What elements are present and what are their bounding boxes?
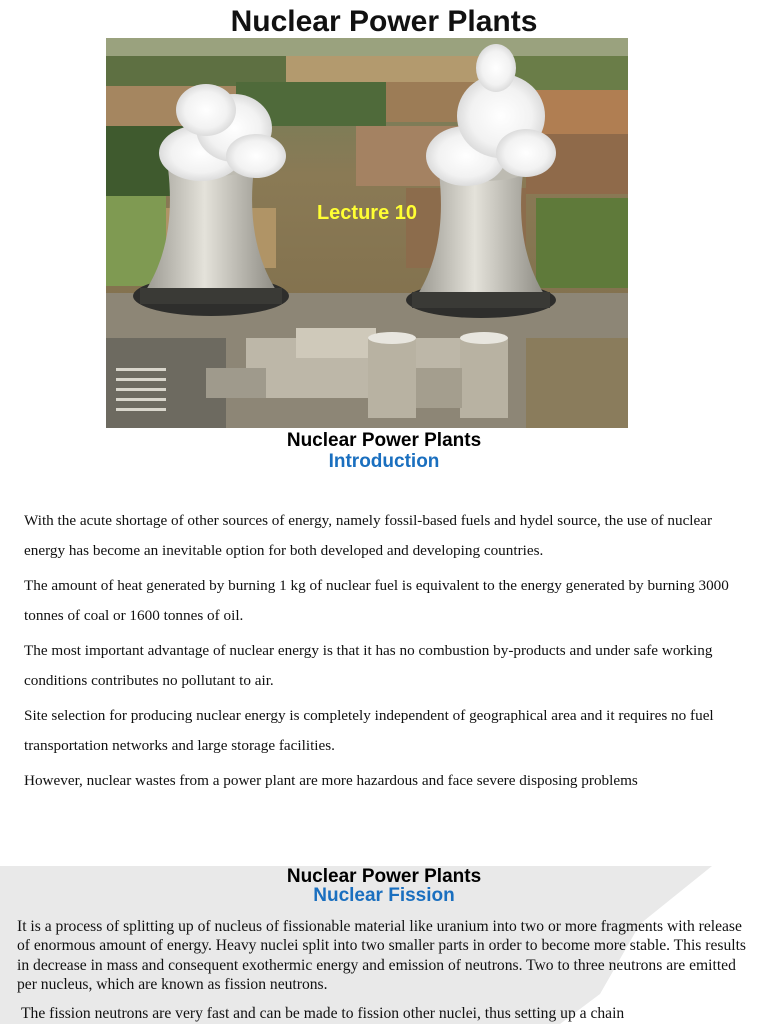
intro-paragraph: With the acute shortage of other sources of energy, namely fossil-based fuels and hydel source, the use of nuclear energy has become an inevitable option for both developed and developing countries. [24,512,713,559]
intro-body [24,506,744,802]
page-title: Nuclear Power Plants [230,5,538,38]
lecture-caption: Lecture 10 [316,202,418,224]
intro-paragraph: Site selection for producing nuclear energy is completely independent of geographical area and it requires no fuel transportation networks and large storage facilities. [24,707,714,754]
fission-heading: Nuclear Power Plants [286,866,482,887]
fission-paragraph: The fission neutrons are very fast and can be made to fission other nuclei, thus setting up a chain [21,1005,625,1023]
fission-body [17,917,757,1033]
intro-paragraph: The amount of heat generated by burning 1 kg of nuclear fuel is equivalent to the energy generated by burning 3000 tonnes of coal or 1600 tonnes of oil. [24,577,729,624]
fission-paragraph: It is a process of splitting up of nucleus of fissionable material like uranium into two or more fragments with release of enormous amount of energy. Heavy nuclei split into two smaller parts in order to become more stable. This results in decrease in mass and consequent exothermic energy and emission of neutrons. Two to three neutrons are emitted per nucleus, which are known as fission neutrons. [17,918,746,993]
intro-heading: Nuclear Power Plants [286,430,482,451]
cooling-towers-photo [106,38,628,428]
intro-paragraph: However, nuclear wastes from a power plant are more hazardous and face severe disposing problems [24,772,638,789]
fission-subheading: Nuclear Fission [313,885,455,906]
intro-paragraph: The most important advantage of nuclear energy is that it has no combustion by-products and under safe working conditions contributes no pollutant to air. [24,642,713,689]
intro-subheading: Introduction [328,451,440,472]
cooling-towers-illustration [106,38,628,428]
